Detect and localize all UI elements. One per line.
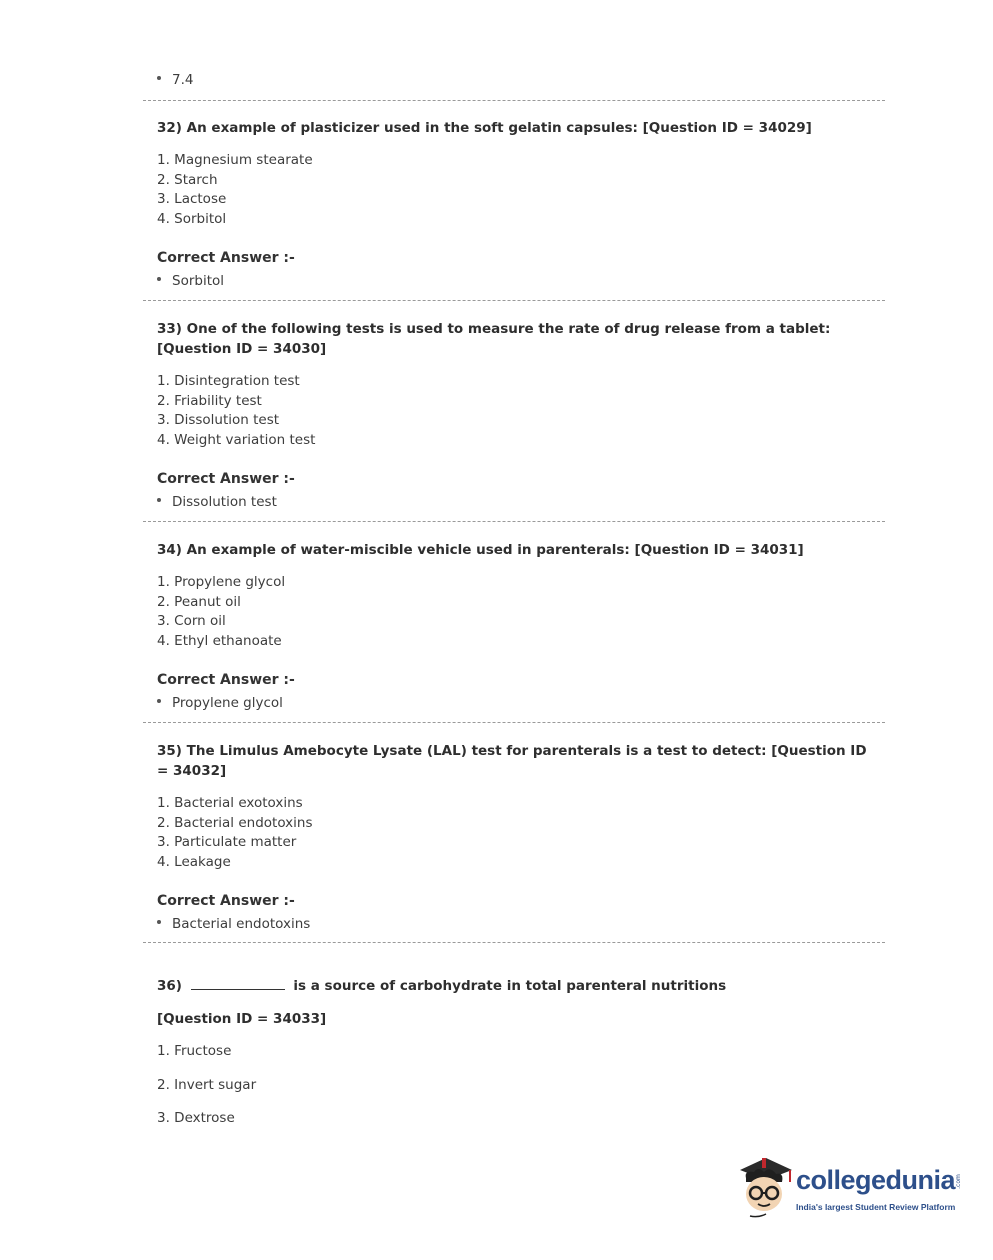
question-32: 32) An example of plasticizer used in the soft gelatin capsules: [Question ID = 34029] — [157, 120, 812, 136]
correct-answer: Propylene glycol — [157, 695, 283, 711]
option: 1. Bacterial exotoxins — [157, 795, 303, 811]
option: 4. Weight variation test — [157, 432, 316, 448]
divider — [143, 722, 885, 723]
bullet-icon — [157, 498, 161, 502]
fill-in-blank — [191, 977, 285, 990]
correct-answer-label: Correct Answer :- — [157, 672, 295, 688]
option: 1. Propylene glycol — [157, 574, 286, 590]
question-33: 33) One of the following tests is used to measure the rate of drug release from a tablet: [Question ID = 34030] — [157, 321, 831, 357]
divider — [143, 100, 885, 101]
mascot-icon — [736, 1152, 796, 1222]
option: 3. Dextrose — [157, 1110, 235, 1126]
option: 1. Fructose — [157, 1043, 232, 1059]
previous-answer: 7.4 — [157, 72, 193, 88]
bullet-icon — [157, 277, 161, 281]
option: 3. Particulate matter — [157, 834, 297, 850]
correct-answer-label: Correct Answer :- — [157, 471, 295, 487]
option: 2. Peanut oil — [157, 594, 241, 610]
option: 1. Magnesium stearate — [157, 152, 313, 168]
option: 3. Dissolution test — [157, 412, 280, 428]
correct-answer: Sorbitol — [157, 273, 224, 289]
brand-domain: .com — [954, 1174, 962, 1189]
question-text: is a source of carbohydrate in total parenteral nutritions — [293, 978, 727, 994]
correct-answer: Dissolution test — [157, 494, 277, 510]
option: 3. Lactose — [157, 191, 227, 207]
correct-answer-label: Correct Answer :- — [157, 250, 295, 266]
brand-name: collegedunia — [796, 1165, 956, 1195]
correct-answer-label: Correct Answer :- — [157, 893, 295, 909]
divider — [143, 300, 885, 301]
brand-tagline: India's largest Student Review Platform — [796, 1202, 956, 1212]
correct-answer: Bacterial endotoxins — [157, 916, 310, 932]
option: 4. Ethyl ethanoate — [157, 633, 282, 649]
option: 3. Corn oil — [157, 613, 226, 629]
option: 2. Friability test — [157, 393, 262, 409]
question-34: 34) An example of water-miscible vehicle used in parenterals: [Question ID = 34031] — [157, 542, 804, 558]
bullet-icon — [157, 699, 161, 703]
option: 2. Bacterial endotoxins — [157, 815, 313, 831]
divider — [143, 521, 885, 522]
bullet-icon — [157, 76, 161, 80]
option: 2. Invert sugar — [157, 1077, 257, 1093]
question-36 — [157, 976, 867, 996]
bullet-icon — [157, 920, 161, 924]
question-number: 36) — [157, 978, 182, 994]
divider — [143, 942, 885, 943]
option: 4. Leakage — [157, 854, 231, 870]
question-35: 35) The Limulus Amebocyte Lysate (LAL) test for parenterals is a test to detect: [Question ID = 34032] — [157, 743, 867, 779]
question-id: [Question ID = 34033] — [157, 1011, 327, 1027]
option: 4. Sorbitol — [157, 211, 227, 227]
option: 1. Disintegration test — [157, 373, 300, 389]
option: 2. Starch — [157, 172, 218, 188]
